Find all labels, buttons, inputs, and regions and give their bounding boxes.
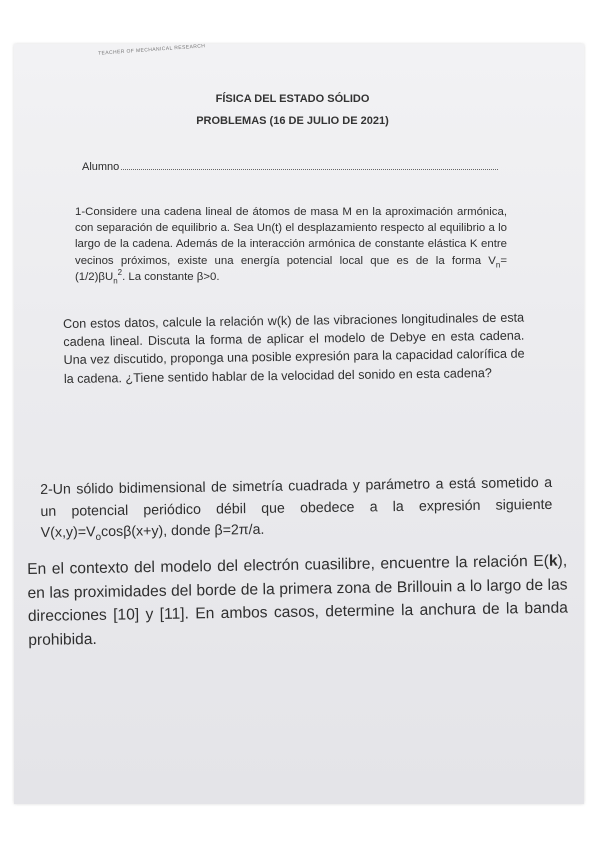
problem-2-question bbox=[27, 550, 568, 653]
subscript-o: o bbox=[95, 531, 102, 544]
problem-1-text-b: = (1/2)βU bbox=[75, 254, 507, 283]
problem-1-text-a: 1-Considere una cadena lineal de átomos de masa M en la aproximación armónica, con separación de equilibrio a. Sea Un(t) el desplazamiento respecto al equilibrio a lo largo de la cadena. Además de la interacción armónica de constante elástica K entre vecinos próximos, existe una energía potencial local que es de la forma V bbox=[75, 206, 507, 267]
superscript-2: 2 bbox=[117, 268, 123, 278]
problem-2-text-a: 2-Un sólido bidimensional de simetría cuadrada y parámetro a está sometido a un potencial periódico débil que obedece a la expresión siguiente V(x,y)=V bbox=[40, 474, 553, 541]
subscript-n: n bbox=[113, 276, 118, 286]
problem-1-question: Con estos datos, calcule la relación w(k) de las vibraciones longitudinales de esta cadena lineal. Discuta la forma de aplicar el modelo de Debye en esta cadena. Una vez discutido, proponga una posible expresión para la capacidad calorífica de la cadena. ¿Tiene sentido hablar de la velocidad del sonido en esta cadena? bbox=[63, 310, 525, 386]
problem-2-question-a: En el contexto del modelo del electrón cuasilibre, encuentre la relación E( bbox=[27, 552, 550, 578]
problem-2-question-b: ), en las proximidades del borde de la primera zona de Brillouin a lo largo de las direcciones [10] y [11]. En ambos casos, determine la anchura de la banda prohibida. bbox=[27, 552, 568, 649]
course-title: FÍSICA DEL ESTADO SÓLIDO bbox=[215, 93, 370, 105]
stamp-text: TEACHER OF MECHANICAL RESEARCH bbox=[97, 43, 206, 57]
student-label: Alumno bbox=[82, 161, 120, 173]
subscript-n: n bbox=[495, 259, 501, 269]
problem-2-statement bbox=[40, 473, 553, 545]
exam-sheet bbox=[14, 44, 584, 804]
problem-1-text-c: . La constante β>0. bbox=[122, 270, 220, 283]
problem-2-text-b: cosβ(x+y), donde β=2π/a. bbox=[100, 521, 265, 541]
exam-date-title: PROBLEMAS (16 DE JULIO DE 2021) bbox=[196, 115, 389, 127]
dotted-line bbox=[121, 160, 498, 170]
problem-1-statement bbox=[75, 204, 507, 285]
bold-k: k bbox=[548, 552, 558, 570]
student-name-field bbox=[82, 160, 498, 173]
